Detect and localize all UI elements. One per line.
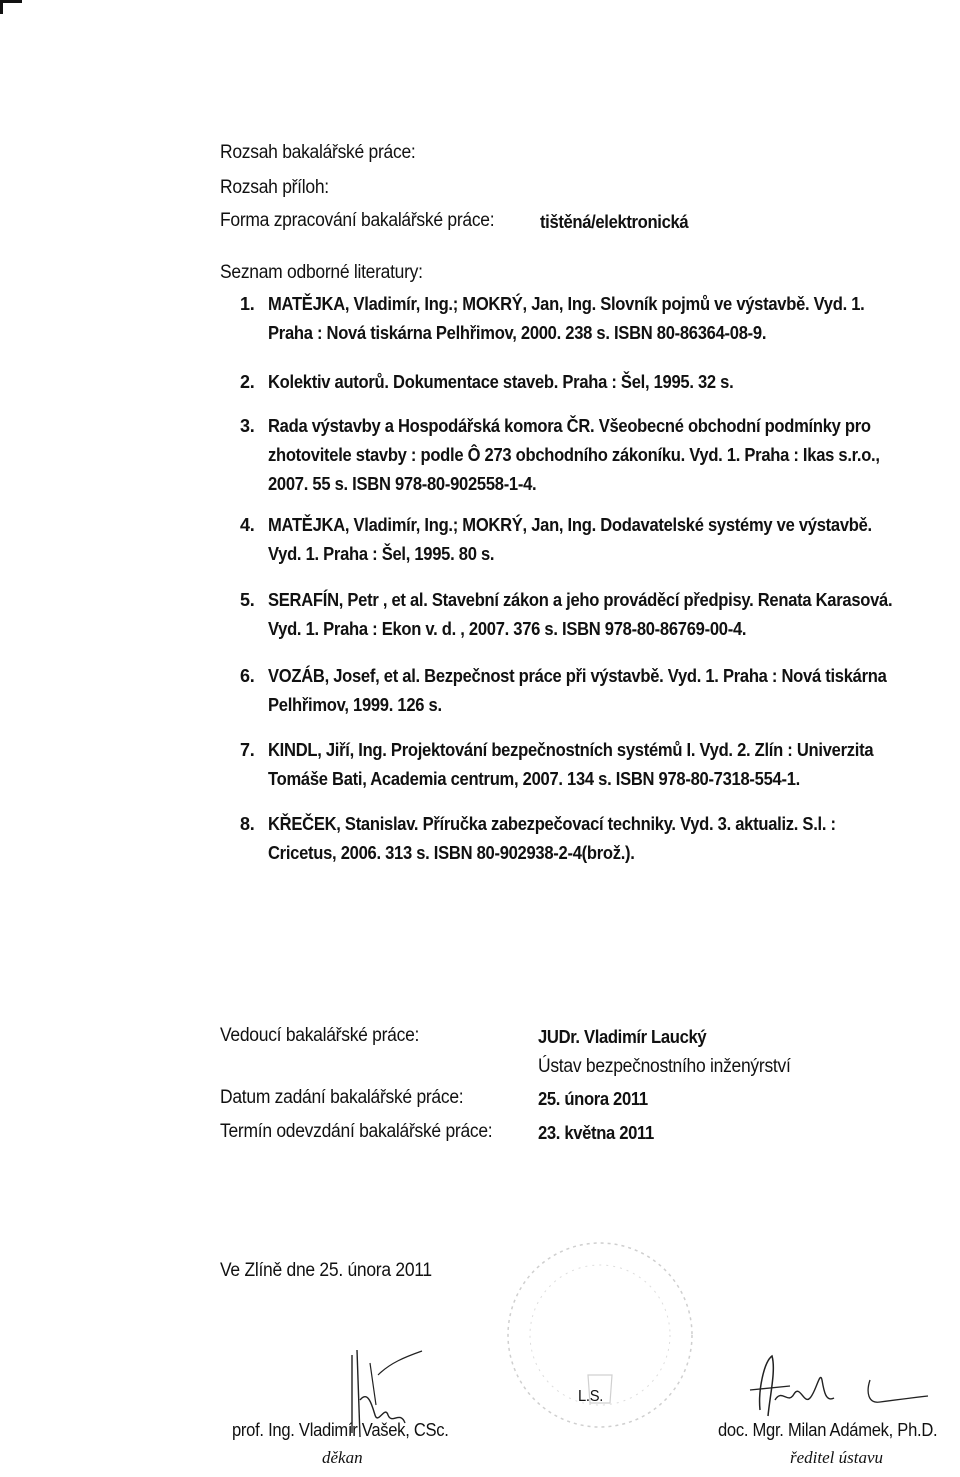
reference-number: 5. (240, 590, 255, 610)
reference-item-7 (240, 736, 940, 794)
reference-number: 6. (240, 666, 255, 686)
assigned-date-label: Datum zadání bakalářské práce: (220, 1087, 464, 1108)
dean-role: děkan (322, 1448, 363, 1467)
director-role: ředitel ústavu (790, 1448, 884, 1467)
reference-item-6 (240, 662, 940, 720)
reference-text: SERAFÍN, Petr , et al. Stavební zákon a jeho prováděcí předpisy. Renata Karasová. Vyd. 1. Praha : Ekon v. d. , 2007. 376 s. ISBN 978-80-86769-00-4. (268, 590, 893, 639)
reference-item-8 (240, 810, 940, 868)
supervisor-label: Vedoucí bakalářské práce: (220, 1025, 420, 1046)
reference-item-4 (240, 511, 940, 569)
director-name: doc. Mgr. Milan Adámek, Ph.D. (718, 1420, 938, 1440)
reference-text: Rada výstavby a Hospodářská komora ČR. Všeobecné obchodní podmínky pro zhotovitele stavby : podle Ô 273 obchodního zákoníku. Vyd. 1. Praha : Ikas s.r.o., 2007. 55 s. ISBN 978-80-902558-1-4. (268, 416, 880, 494)
reference-number: 3. (240, 416, 255, 436)
scan-corner-mark-vertical (0, 0, 3, 14)
reference-number: 7. (240, 740, 255, 760)
reference-number: 8. (240, 814, 255, 834)
reference-item-5 (240, 586, 940, 644)
reference-text: Kolektiv autorů. Dokumentace staveb. Praha : Šel, 1995. 32 s. (268, 372, 734, 392)
reference-item-3 (240, 412, 940, 499)
reference-text: VOZÁB, Josef, et al. Bezpečnost práce při výstavbě. Vyd. 1. Praha : Nová tiskárna Pelhřimov, 1999. 126 s. (268, 666, 887, 715)
supervisor-institute: Ústav bezpečnostního inženýrství (538, 1056, 791, 1077)
reference-text: KŘEČEK, Stanislav. Příručka zabezpečovací techniky. Vyd. 3. aktualiz. S.l. : Cricetus, 2006. 313 s. ISBN 80-902938-2-4(brož.). (268, 814, 836, 863)
reference-item-1 (240, 290, 940, 348)
director-signature (730, 1350, 930, 1430)
due-date-label: Termín odevzdání bakalářské práce: (220, 1121, 493, 1142)
scan-corner-mark (0, 0, 22, 3)
form-label: Forma zpracování bakalářské práce: (220, 210, 495, 231)
due-date-value: 23. května 2011 (538, 1122, 654, 1143)
appendix-label: Rozsah příloh: (220, 177, 329, 198)
place-date: Ve Zlíně dne 25. února 2011 (220, 1260, 432, 1281)
reference-number: 1. (240, 294, 255, 314)
reference-text: MATĚJKA, Vladimír, Ing.; MOKRÝ, Jan, Ing. Dodavatelské systémy ve výstavbě. Vyd. 1. Praha : Šel, 1995. 80 s. (268, 515, 872, 564)
reference-number: 2. (240, 372, 255, 392)
scope-label: Rozsah bakalářské práce: (220, 142, 416, 163)
reference-text: MATĚJKA, Vladimír, Ing.; MOKRÝ, Jan, Ing. Slovník pojmů ve výstavbě. Vyd. 1. Praha : Nová tiskárna Pelhřimov, 2000. 238 s. ISBN 80-86364-08-9. (268, 294, 865, 343)
dean-name: prof. Ing. Vladimír Vašek, CSc. (232, 1420, 449, 1440)
reference-item-2 (240, 368, 940, 397)
assigned-date-value: 25. února 2011 (538, 1088, 648, 1109)
reference-text: KINDL, Jiří, Ing. Projektování bezpečnostních systémů I. Vyd. 2. Zlín : Univerzita Tomáše Bati, Academia centrum, 2007. 134 s. ISBN 978-80-7318-554-1. (268, 740, 874, 789)
form-value: tištěná/elektronická (540, 211, 689, 232)
reference-number: 4. (240, 515, 255, 535)
supervisor-name: JUDr. Vladimír Laucký (538, 1026, 707, 1047)
stamp-label: L.S. (578, 1388, 604, 1405)
literature-label: Seznam odborné literatury: (220, 262, 423, 283)
